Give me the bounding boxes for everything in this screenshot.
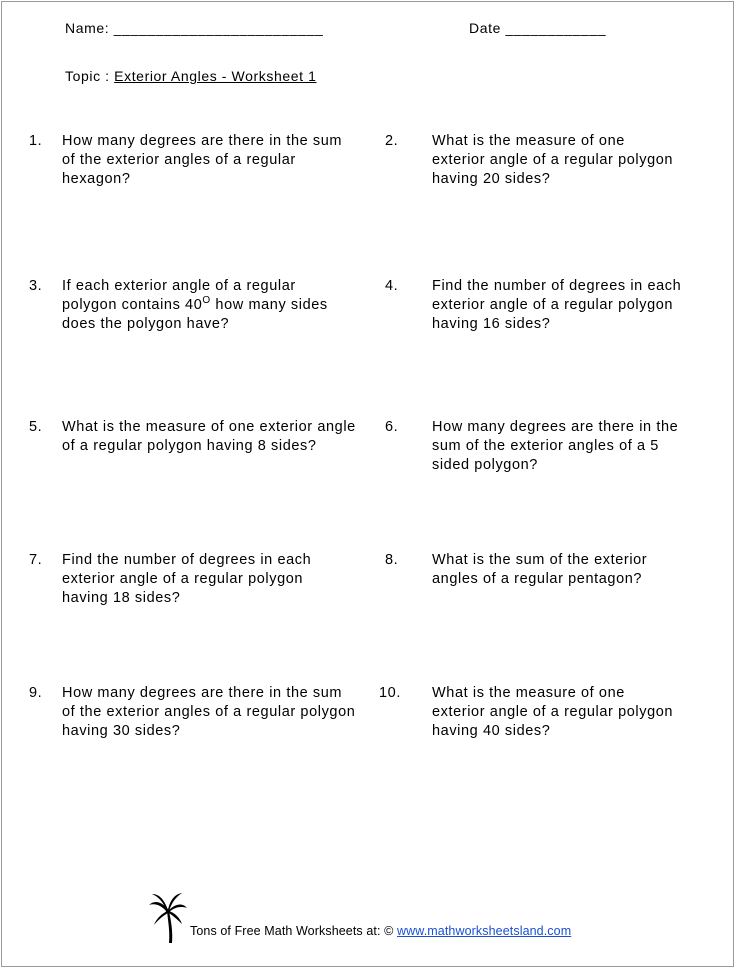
question-number: 8. (385, 552, 399, 568)
question-text-part: how many sides does the polygon have? (62, 297, 328, 332)
question-text: How many degrees are there in the sum of the exterior angles of a regular hexagon? (62, 133, 343, 187)
question-number: 7. (29, 552, 43, 568)
question-text: How many degrees are there in the sum of the exterior angles of a regular polygon having 30 sides? (62, 685, 356, 739)
topic-title: Exterior Angles - Worksheet 1 (114, 68, 317, 84)
question-text: What is the measure of one exterior angle of a regular polygon having 40 sides? (432, 685, 674, 739)
worksheet-page (1, 1, 734, 967)
question-number: 4. (385, 278, 399, 294)
question-text: Find the number of degrees in each exterior angle of a regular polygon having 16 sides? (432, 278, 682, 332)
question-number: 10. (379, 685, 401, 701)
question-text: What is the measure of one exterior angle of a regular polygon having 20 sides? (432, 133, 674, 187)
question-text: How many degrees are there in the sum of the exterior angles of a 5 sided polygon? (432, 419, 679, 473)
question-number: 9. (29, 685, 43, 701)
topic-line (65, 68, 317, 84)
date-field-label: Date ____________ (469, 20, 607, 36)
topic-prefix: Topic : (65, 68, 115, 84)
name-field-label: Name: _________________________ (65, 20, 324, 36)
question-text (62, 277, 352, 334)
footer-credit (190, 924, 571, 938)
question-number: 2. (385, 133, 399, 149)
question-text-part: If each exterior angle of a regular polygon contains 40 (62, 278, 296, 313)
question-number: 5. (29, 419, 43, 435)
footer-website-link[interactable]: www.mathworksheetsland.com (397, 924, 572, 938)
palm-tree-icon (148, 891, 188, 945)
footer (148, 891, 608, 947)
degree-mark: O (202, 295, 211, 306)
question-number: 1. (29, 133, 43, 149)
footer-text: Tons of Free Math Worksheets at: © (190, 924, 398, 938)
question-text: What is the measure of one exterior angle of a regular polygon having 8 sides? (62, 419, 356, 454)
question-text: Find the number of degrees in each exterior angle of a regular polygon having 18 sides? (62, 552, 312, 606)
question-number: 6. (385, 419, 399, 435)
question-number: 3. (29, 278, 43, 294)
question-text: What is the sum of the exterior angles of a regular pentagon? (432, 552, 648, 587)
